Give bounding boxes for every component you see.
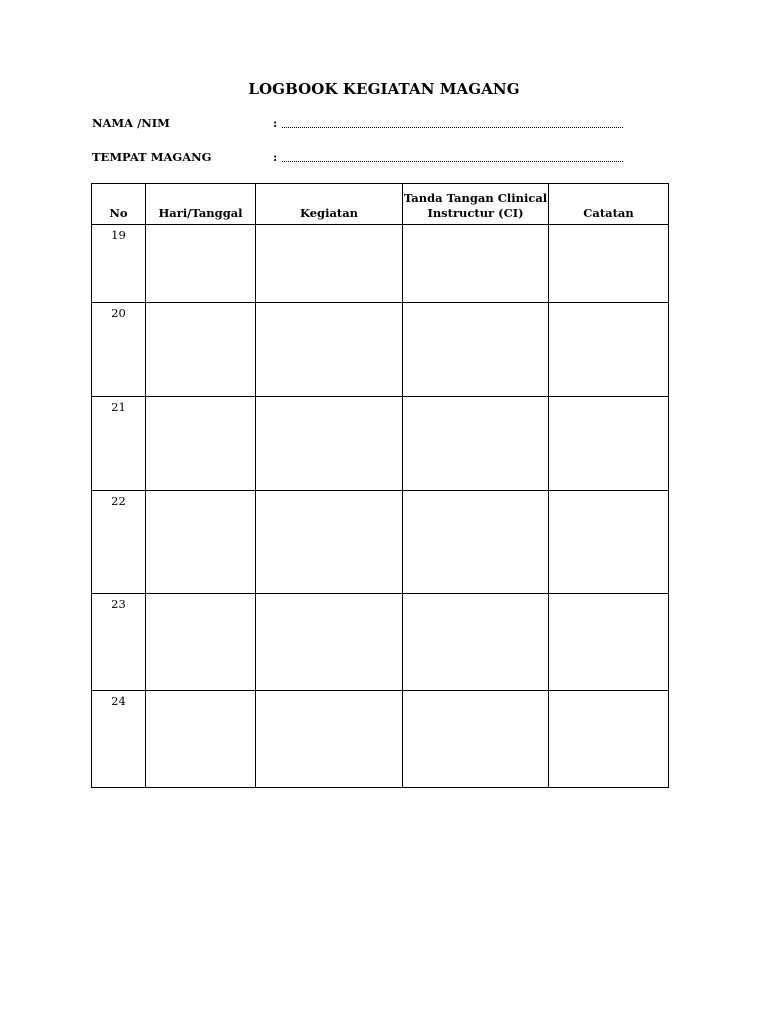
hari-tanggal-cell[interactable] bbox=[146, 225, 256, 303]
hari-tanggal-cell[interactable] bbox=[146, 491, 256, 594]
hari-tanggal-cell[interactable] bbox=[146, 397, 256, 491]
kegiatan-cell[interactable] bbox=[256, 691, 403, 788]
tanda-tangan-cell[interactable] bbox=[403, 691, 549, 788]
tanda-tangan-cell[interactable] bbox=[403, 491, 549, 594]
tanda-tangan-cell[interactable] bbox=[403, 397, 549, 491]
tempat-magang-separator: : bbox=[273, 150, 278, 164]
table-header-row bbox=[92, 184, 669, 225]
document-title: LOGBOOK KEGIATAN MAGANG bbox=[248, 80, 520, 98]
kegiatan-cell[interactable] bbox=[256, 594, 403, 691]
catatan-cell[interactable] bbox=[549, 225, 669, 303]
nama-nim-separator: : bbox=[273, 116, 278, 130]
catatan-cell[interactable] bbox=[549, 594, 669, 691]
hari-tanggal-cell[interactable] bbox=[146, 691, 256, 788]
tempat-magang-label: TEMPAT MAGANG bbox=[92, 150, 212, 164]
nama-nim-field bbox=[92, 116, 632, 132]
tempat-magang-field bbox=[92, 150, 632, 166]
hari-tanggal-cell[interactable] bbox=[146, 303, 256, 397]
table-row bbox=[92, 225, 669, 303]
tanda-tangan-cell[interactable] bbox=[403, 225, 549, 303]
catatan-cell[interactable] bbox=[549, 491, 669, 594]
nama-nim-label: NAMA /NIM bbox=[92, 116, 170, 130]
tanda-tangan-cell[interactable] bbox=[403, 303, 549, 397]
kegiatan-cell[interactable] bbox=[256, 303, 403, 397]
hari-tanggal-cell[interactable] bbox=[146, 594, 256, 691]
catatan-cell[interactable] bbox=[549, 397, 669, 491]
kegiatan-cell[interactable] bbox=[256, 225, 403, 303]
table-row bbox=[92, 303, 669, 397]
tanda-tangan-cell[interactable] bbox=[403, 594, 549, 691]
row-number: 19 bbox=[92, 225, 146, 303]
nama-nim-fill-line[interactable] bbox=[282, 127, 623, 128]
logbook-table bbox=[91, 183, 669, 788]
tempat-magang-fill-line[interactable] bbox=[282, 161, 623, 162]
row-number: 20 bbox=[92, 303, 146, 397]
row-number: 24 bbox=[92, 691, 146, 788]
header-kegiatan: Kegiatan bbox=[256, 184, 403, 225]
kegiatan-cell[interactable] bbox=[256, 397, 403, 491]
header-tanda-tangan: Tanda Tangan Clinical Instructur (CI) bbox=[403, 184, 549, 225]
row-number: 23 bbox=[92, 594, 146, 691]
header-hari-tanggal: Hari/Tanggal bbox=[146, 184, 256, 225]
header-no: No bbox=[92, 184, 146, 225]
catatan-cell[interactable] bbox=[549, 303, 669, 397]
row-number: 22 bbox=[92, 491, 146, 594]
header-catatan: Catatan bbox=[549, 184, 669, 225]
row-number: 21 bbox=[92, 397, 146, 491]
kegiatan-cell[interactable] bbox=[256, 491, 403, 594]
table-row bbox=[92, 594, 669, 691]
table-row bbox=[92, 491, 669, 594]
table-row bbox=[92, 397, 669, 491]
catatan-cell[interactable] bbox=[549, 691, 669, 788]
table-row bbox=[92, 691, 669, 788]
